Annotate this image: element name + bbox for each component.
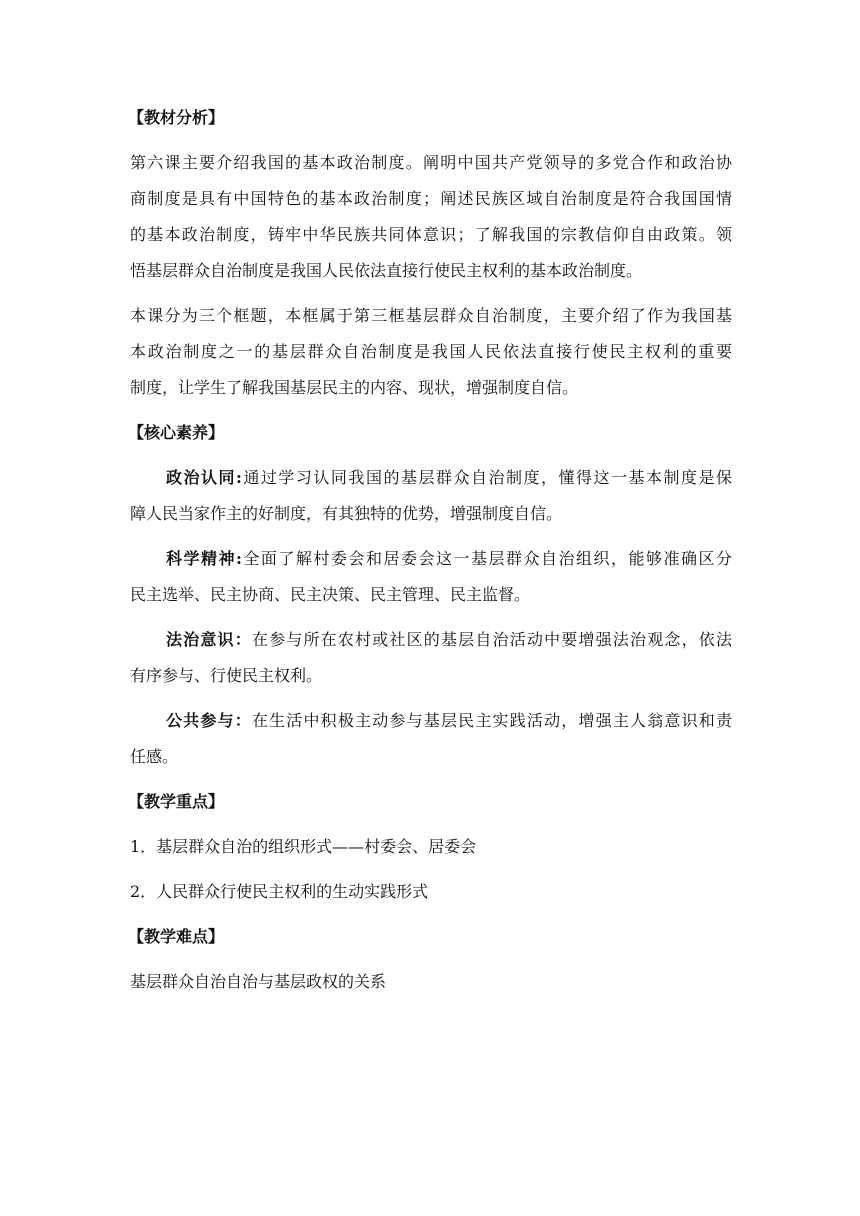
literacy-term: 科学精神: bbox=[166, 549, 242, 568]
literacy-item-line: 民主选举、民主协商、民主决策、民主管理、民主监督。 bbox=[130, 585, 531, 604]
analysis-paragraph-1 bbox=[130, 145, 732, 289]
literacy-term: 法治意识： bbox=[166, 630, 252, 649]
literacy-text: 全面了解村委会和居委会这一基层群众自治组织，能够准确区分 bbox=[241, 549, 732, 568]
literacy-item-line bbox=[130, 460, 732, 496]
literacy-item-line: 障人民当家作主的好制度，有其独特的优势，增强制度自信。 bbox=[130, 504, 563, 523]
paragraph-line: 第六课主要介绍我国的基本政治制度。阐明中国共产党领导的多党合作和政治协 bbox=[130, 153, 732, 172]
paragraph-line: 本政治制度之一的基层群众自治制度是我国人民依法直接行使民主权利的重要 bbox=[130, 342, 732, 361]
literacy-item-scientific-spirit bbox=[130, 541, 732, 613]
section-heading-core-literacy: 【核心素养】 bbox=[128, 423, 225, 442]
literacy-item-political-identity bbox=[130, 460, 732, 532]
key-point-item: 2．人民群众行使民主权利的生动实践形式 bbox=[130, 882, 429, 901]
analysis-paragraph-2 bbox=[130, 298, 732, 406]
document-body bbox=[130, 100, 732, 1000]
literacy-item-line: 有序参与、行使民主权利。 bbox=[130, 666, 323, 685]
literacy-text: 在生活中积极主动参与基层民主实践活动，增强主人翁意识和责 bbox=[251, 711, 732, 730]
literacy-item-rule-of-law bbox=[130, 622, 732, 694]
paragraph-line: 制度，让学生了解我国基层民主的内容、现状，增强制度自信。 bbox=[130, 378, 579, 397]
paragraph-line: 商制度是具有中国特色的基本政治制度；阐述民族区域自治制度是符合我国国情 bbox=[130, 189, 732, 208]
paragraph-line: 的基本政治制度，铸牢中华民族共同体意识；了解我国的宗教信仰自由政策。领 bbox=[130, 225, 732, 244]
paragraph-line: 悟基层群众自治制度是我国人民依法直接行使民主权利的基本政治制度。 bbox=[130, 261, 643, 280]
literacy-term: 公共参与： bbox=[166, 711, 252, 730]
key-point-item: 1．基层群众自治的组织形式——村委会、居委会 bbox=[130, 837, 477, 856]
literacy-item-line bbox=[130, 622, 732, 658]
literacy-item-line bbox=[130, 541, 732, 577]
literacy-item-line bbox=[130, 703, 732, 739]
section-heading-textbook-analysis: 【教材分析】 bbox=[128, 108, 225, 127]
difficulty-text: 基层群众自治自治与基层政权的关系 bbox=[130, 972, 387, 991]
literacy-text: 通过学习认同我国的基层群众自治制度，懂得这一基本制度是保 bbox=[241, 468, 732, 487]
literacy-item-line: 任感。 bbox=[130, 747, 179, 766]
literacy-item-public-participation bbox=[130, 703, 732, 775]
section-heading-teaching-difficulty: 【教学难点】 bbox=[128, 927, 225, 946]
literacy-term: 政治认同: bbox=[166, 468, 242, 487]
section-heading-teaching-focus: 【教学重点】 bbox=[128, 792, 225, 811]
paragraph-line: 本课分为三个框题，本框属于第三框基层群众自治制度，主要介绍了作为我国基 bbox=[130, 306, 732, 325]
literacy-text: 在参与所在农村或社区的基层自治活动中要增强法治观念，依法 bbox=[251, 630, 732, 649]
